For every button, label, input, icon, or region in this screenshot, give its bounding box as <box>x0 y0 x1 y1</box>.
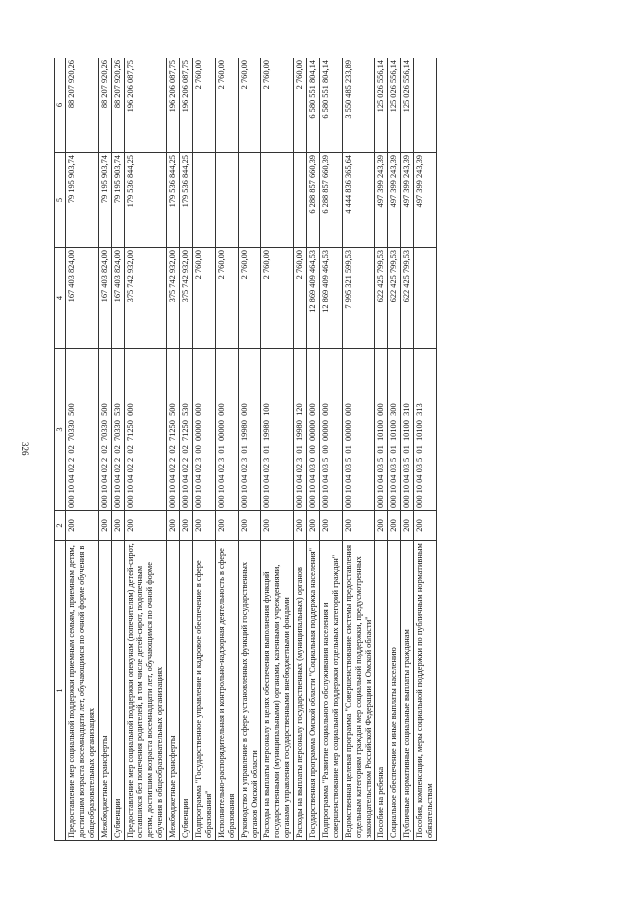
line-code-cell: 200 <box>124 511 167 541</box>
table-row <box>342 58 375 841</box>
executed-amount-cell <box>294 153 307 248</box>
approved-amount-cell: 375 742 932,00 <box>124 248 167 349</box>
executed-amount-cell: 179 536 844,25 <box>167 153 180 248</box>
expense-name-cell: Государственная программа Омской области "Социальная поддержка населения" <box>307 541 320 841</box>
approved-amount-cell: 2 760,00 <box>294 248 307 349</box>
page-number: 326 <box>20 442 30 456</box>
line-code-cell: 200 <box>342 511 375 541</box>
unexecuted-amount-cell: 2 760,00 <box>215 58 238 153</box>
unexecuted-amount-cell: 3 550 485 233,89 <box>342 58 375 153</box>
executed-amount-cell <box>192 153 215 248</box>
budget-classification-code-cell: 000 10 04 03 0 00 00000 000 <box>307 349 320 511</box>
line-code-cell: 200 <box>388 511 401 541</box>
unexecuted-amount-cell <box>414 58 437 153</box>
table-row <box>238 58 261 841</box>
line-code-cell: 200 <box>319 511 342 541</box>
expense-name-cell: Социальное обеспечение и иные выплаты населению <box>388 541 401 841</box>
budget-classification-code-cell: 000 10 04 02 2 02 71250 000 <box>124 349 167 511</box>
table-row <box>167 58 180 841</box>
budget-classification-code-cell: 000 10 04 03 5 01 00000 000 <box>342 349 375 511</box>
approved-amount-cell: 167 403 824,00 <box>66 248 99 349</box>
executed-amount-cell: 79 195 903,74 <box>98 153 111 248</box>
table-row <box>124 58 167 841</box>
line-code-cell: 200 <box>98 511 111 541</box>
table-row <box>98 58 111 841</box>
budget-execution-table <box>54 58 437 841</box>
expense-name-cell: Межбюджетные трансферты <box>98 541 111 841</box>
executed-amount-cell: 4 444 836 365,64 <box>342 153 375 248</box>
budget-classification-code-cell: 000 10 04 03 5 01 10100 300 <box>388 349 401 511</box>
budget-classification-code-cell: 000 10 04 02 3 00 00000 000 <box>192 349 215 511</box>
unexecuted-amount-cell: 6 580 551 804,14 <box>319 58 342 153</box>
approved-amount-cell: 2 760,00 <box>215 248 238 349</box>
line-code-cell: 200 <box>167 511 180 541</box>
budget-classification-code-cell: 000 10 04 02 2 02 70330 500 <box>98 349 111 511</box>
expense-name-cell: Расходы на выплаты персоналу государственных (муниципальных) органов <box>294 541 307 841</box>
executed-amount-cell <box>238 153 261 248</box>
executed-amount-cell: 6 288 857 660,39 <box>307 153 320 248</box>
table-row <box>307 58 320 841</box>
executed-amount-cell: 497 399 243,39 <box>388 153 401 248</box>
executed-amount-cell: 497 399 243,39 <box>414 153 437 248</box>
executed-amount-cell: 6 288 857 660,39 <box>319 153 342 248</box>
budget-classification-code-cell: 000 10 04 02 3 01 00000 000 <box>215 349 238 511</box>
budget-classification-code-cell: 000 10 04 02 2 02 70330 530 <box>111 349 124 511</box>
unexecuted-amount-cell: 88 207 920,26 <box>111 58 124 153</box>
table-row <box>215 58 238 841</box>
expense-name-cell: Предоставление мер социальной поддержки опекунам (попечителям) детей-сирот, оставшихся без попечения родителей, в том числе детей-сирот, подопечным детям, достигшим возраста восемнадцати лет, обучающимся по очной форме обучения в общеобразовательных организациях <box>124 541 167 841</box>
executed-amount-cell: 79 195 903,74 <box>111 153 124 248</box>
executed-amount-cell: 179 536 844,25 <box>124 153 167 248</box>
unexecuted-amount-cell: 125 026 556,14 <box>401 58 414 153</box>
table-row <box>261 58 294 841</box>
unexecuted-amount-cell: 2 760,00 <box>294 58 307 153</box>
approved-amount-cell: 375 742 932,00 <box>180 248 193 349</box>
line-code-cell: 200 <box>307 511 320 541</box>
unexecuted-amount-cell: 125 026 556,14 <box>388 58 401 153</box>
expense-name-cell: Подпрограмма "Государственное управление и кадровое обеспечение в сфере образования" <box>192 541 215 841</box>
table-row <box>401 58 414 841</box>
approved-amount-cell: 622 425 799,53 <box>388 248 401 349</box>
unexecuted-amount-cell: 6 580 551 804,14 <box>307 58 320 153</box>
expense-name-cell: Субвенции <box>180 541 193 841</box>
expense-name-cell: Подпрограмма "Развитие социального обслуживания населения и совершенствование мер социальной поддержки отдельных категорий граждан" <box>319 541 342 841</box>
line-code-cell: 200 <box>192 511 215 541</box>
approved-amount-cell: 622 425 799,53 <box>401 248 414 349</box>
unexecuted-amount-cell: 88 207 920,26 <box>98 58 111 153</box>
approved-amount-cell: 375 742 932,00 <box>167 248 180 349</box>
expense-name-cell: Исполнительно-распорядительная и контрольно-надзорная деятельность в сфере образования <box>215 541 238 841</box>
budget-table-sheet <box>54 58 611 841</box>
column-number: 5 <box>55 153 66 248</box>
table-row <box>180 58 193 841</box>
table-row <box>294 58 307 841</box>
approved-amount-cell: 12 869 409 464,53 <box>319 248 342 349</box>
budget-classification-code-cell: 000 10 04 02 3 01 19980 100 <box>261 349 294 511</box>
column-number: 3 <box>55 349 66 511</box>
approved-amount-cell: 2 760,00 <box>261 248 294 349</box>
column-number: 4 <box>55 248 66 349</box>
table-row <box>414 58 437 841</box>
column-number-header-row <box>55 58 66 841</box>
executed-amount-cell: 179 536 844,25 <box>180 153 193 248</box>
line-code-cell: 200 <box>414 511 437 541</box>
line-code-cell: 200 <box>215 511 238 541</box>
executed-amount-cell: 497 399 243,39 <box>401 153 414 248</box>
line-code-cell: 200 <box>238 511 261 541</box>
budget-classification-code-cell: 000 10 04 02 2 02 71250 530 <box>180 349 193 511</box>
budget-classification-code-cell: 000 10 04 03 5 00 00000 000 <box>319 349 342 511</box>
budget-classification-code-cell: 000 10 04 02 3 01 19980 120 <box>294 349 307 511</box>
executed-amount-cell: 497 399 243,39 <box>375 153 388 248</box>
approved-amount-cell: 7 995 321 599,53 <box>342 248 375 349</box>
line-code-cell: 200 <box>111 511 124 541</box>
approved-amount-cell: 2 760,00 <box>238 248 261 349</box>
budget-classification-code-cell: 000 10 04 02 2 02 71250 500 <box>167 349 180 511</box>
line-code-cell: 200 <box>294 511 307 541</box>
approved-amount-cell: 622 425 799,53 <box>375 248 388 349</box>
budget-classification-code-cell: 000 10 04 02 3 01 19980 000 <box>238 349 261 511</box>
unexecuted-amount-cell: 196 206 087,75 <box>167 58 180 153</box>
approved-amount-cell: 2 760,00 <box>192 248 215 349</box>
table-row <box>388 58 401 841</box>
unexecuted-amount-cell: 88 207 920,26 <box>66 58 99 153</box>
approved-amount-cell <box>414 248 437 349</box>
line-code-cell: 200 <box>401 511 414 541</box>
column-number: 1 <box>55 541 66 841</box>
approved-amount-cell: 167 403 824,00 <box>111 248 124 349</box>
expense-name-cell: Расходы на выплаты персоналу в целях обеспечения выполнения функций государственными (муниципальными) органами, казенными учреждениями, органами управления государственными внебюджетными фондами <box>261 541 294 841</box>
table-row <box>111 58 124 841</box>
expense-name-cell: Пособия, компенсации, меры социальной поддержки по публичным нормативным обязательствам <box>414 541 437 841</box>
column-number: 2 <box>55 511 66 541</box>
table-row <box>192 58 215 841</box>
budget-classification-code-cell: 000 10 04 02 2 02 70330 500 <box>66 349 99 511</box>
budget-classification-code-cell: 000 10 04 03 5 01 10100 313 <box>414 349 437 511</box>
expense-name-cell: Ведомственная целевая программа "Совершенствование системы предоставления отдельным категориям граждан мер социальной поддержки, предусмотренных законодательством Российской Федерации и Омской области" <box>342 541 375 841</box>
executed-amount-cell: 79 195 903,74 <box>66 153 99 248</box>
approved-amount-cell: 167 403 824,00 <box>98 248 111 349</box>
expense-name-cell: Субвенции <box>111 541 124 841</box>
table-row <box>319 58 342 841</box>
unexecuted-amount-cell: 2 760,00 <box>192 58 215 153</box>
expense-name-cell: Пособие на ребенка <box>375 541 388 841</box>
line-code-cell: 200 <box>375 511 388 541</box>
executed-amount-cell <box>215 153 238 248</box>
executed-amount-cell <box>261 153 294 248</box>
line-code-cell: 200 <box>261 511 294 541</box>
column-number: 6 <box>55 58 66 153</box>
unexecuted-amount-cell: 125 026 556,14 <box>375 58 388 153</box>
line-code-cell: 200 <box>66 511 99 541</box>
expense-name-cell: Руководство и управление в сфере установленных функций государственных органов Омской области <box>238 541 261 841</box>
table-row <box>66 58 99 841</box>
budget-classification-code-cell: 000 10 04 03 5 01 10100 310 <box>401 349 414 511</box>
expense-name-cell: Предоставление мер социальной поддержки приемным семьям, приемным детям, достигшим возраста восемнадцати лет, обучающимся по очной форме обучения в общеобразовательных организациях <box>66 541 99 841</box>
table-row <box>375 58 388 841</box>
unexecuted-amount-cell: 2 760,00 <box>238 58 261 153</box>
expense-name-cell: Межбюджетные трансферты <box>167 541 180 841</box>
approved-amount-cell: 12 869 409 464,53 <box>307 248 320 349</box>
line-code-cell: 200 <box>180 511 193 541</box>
unexecuted-amount-cell: 2 760,00 <box>261 58 294 153</box>
expense-name-cell: Публичные нормативные социальные выплаты гражданам <box>401 541 414 841</box>
unexecuted-amount-cell: 196 206 087,75 <box>180 58 193 153</box>
budget-classification-code-cell: 000 10 04 03 5 01 10100 000 <box>375 349 388 511</box>
unexecuted-amount-cell: 196 206 087,75 <box>124 58 167 153</box>
